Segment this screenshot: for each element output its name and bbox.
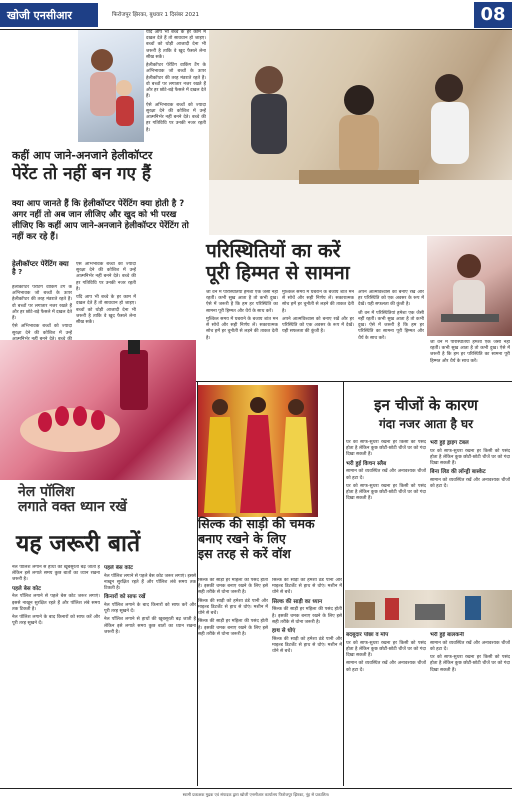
- article4-body2b: सिल्क की साड़ी को हमेशा ठंडे पानी और माइल्ड डिटर्जेंट से हाथ से धोएं। मशीन में धोने से बचें।: [272, 578, 342, 596]
- silk-saree-photo: [198, 385, 318, 517]
- section-title: खोजी एनसीआर: [0, 3, 98, 27]
- article1-body2: ऐसे अभिभावक बच्चों को ज्यादा सुरक्षा देने की कोशिश में उन्हें आत्मनिर्भर नहीं बनने देते। बच्चे की हर गतिविधि पर उनकी नजर रहती है।: [76, 262, 136, 292]
- article5-sub3: बदबूदार पोंछा व मॉप: [346, 632, 389, 638]
- article2-body1: जी वन में परिस्थितियां हमेशा एक जैसी नहीं रहतीं। कभी सुख आता है तो कभी दुख। ऐसे में जरूरी है कि हम हर परिस्थिति का सामना पूरी हिम्मत और धैर्य के साथ करें।: [206, 290, 278, 314]
- article5-col4: [430, 632, 510, 784]
- article3-sub1: पहले बेस कोट: [12, 585, 41, 592]
- article4-sub2: हाथ से धोएं: [272, 628, 296, 634]
- article1-headline: पेरेंट तो नहीं बन गए हैं: [12, 164, 151, 184]
- article4-body1: सिल्क की साड़ी हर महिला की पसंद होती है। इसकी चमक बनाए रखने के लिए इसे सही तरीके से धोना जरूरी है।: [198, 578, 268, 596]
- article5-body1d: घर को साफ-सुथरा रखना हर किसी को पसंद होता है लेकिन कुछ छोटी-छोटी चीजें घर को गंदा दिखा सकती हैं।: [346, 640, 426, 659]
- nail-polish-photo: [0, 340, 196, 480]
- article1-intro: क्या आप जानते हैं कि हेलीकॉप्टर पेरेंटिंग क्या होती है ? अगर नहीं तो अब जान लीजिए और खुद को भी परख लीजिए कि कहीं आप जाने-अनजाने हेलीकॉप्टर पेरेंटिंग तो नहीं कर रहे हैं।: [12, 199, 189, 242]
- article2-col1: [206, 290, 278, 375]
- article4-headline-line2: बनाए रखने के लिए: [198, 530, 286, 546]
- article2-body3b: अपने आत्मविश्वास को बनाए रखें और हर परिस्थिति को एक अवसर के रूप में देखें। यही सफलता की कुंजी है।: [358, 290, 424, 308]
- article3-body3: नेल पॉलिश लगाने के बाद किनारों को साफ करें और पूरी तरह सूखने दें।: [12, 615, 100, 627]
- date-line: फिरोजपुर झिरका, बुधवार 1 दिसंबर 2021: [112, 12, 199, 18]
- article3-col2: [104, 565, 196, 785]
- article4-body2c: सिल्क की साड़ी को हमेशा ठंडे पानी और माइल्ड डिटर्जेंट से हाथ से धोएं। मशीन में धोने से बचें।: [272, 636, 342, 655]
- article2-body2b: मुश्किल समय में घबराने के बजाय शांत मन से सोचें और सही निर्णय लें। सकारात्मक सोच हमें हर चुनौती से लड़ने की ताकत देती है।: [282, 290, 354, 314]
- article3-headline: [18, 485, 198, 516]
- article4-body2: सिल्क की साड़ी को हमेशा ठंडे पानी और माइल्ड डिटर्जेंट से हाथ से धोएं। मशीन में धोने से बचें।: [198, 598, 268, 617]
- footer-imprint: स्वामी प्रकाशक मुद्रक एवं संपादक द्वारा खोजी एनसीआर कार्यालय फिरोजपुर झिरका, नूंह से प्रकाशित।: [0, 788, 512, 800]
- article2-col4: [430, 340, 510, 380]
- article5-headline: [342, 395, 510, 432]
- article5-headline-line2: गंदा नजर आता है घर: [378, 417, 473, 431]
- article2-headline: [206, 240, 426, 285]
- office-team-photo: [209, 30, 512, 235]
- article5-sub4: बिना लिड की लॉन्ड्री बास्केट: [430, 469, 486, 476]
- article5-body1: घर को साफ-सुथरा रखना हर किसी को पसंद होता है लेकिन कुछ छोटी-छोटी चीजें घर को गंदा दिखा सकती हैं।: [346, 440, 426, 458]
- article1-col3: [146, 30, 206, 255]
- article2-body1c: जी वन में परिस्थितियां हमेशा एक जैसी नहीं रहतीं। कभी सुख आता है तो कभी दुख। ऐसे में जरूरी है कि हम हर परिस्थिति का सामना पूरी हिम्मत और धैर्य के साथ करें।: [430, 340, 510, 364]
- article5-body2c: सामान को व्यवस्थित रखें और अनावश्यक चीजों को हटा दें।: [346, 661, 426, 673]
- article4-body1c: सिल्क की साड़ी हर महिला की पसंद होती है। इसकी चमक बनाए रखने के लिए इसे सही तरीके से धोना जरूरी है।: [272, 607, 342, 625]
- column-divider-2: [343, 381, 344, 786]
- article3-headline-line1: नेल पॉलिश: [18, 484, 75, 500]
- article3-headline-line2: लगाते वक्त ध्यान रखें: [18, 499, 127, 516]
- article2-body3: अपने आत्मविश्वास को बनाए रखें और हर परिस्थिति को एक अवसर के रूप में देखें। यही सफलता की कुंजी है।: [282, 316, 354, 335]
- article2-headline-line2: पूरी हिम्मत से सामना: [206, 262, 350, 285]
- article4-col2: [272, 578, 342, 783]
- article3-sub2: किनारों को साफ रखें: [104, 594, 146, 601]
- article5-sub1: भरी हुई ड्राइंग टेबल: [430, 440, 469, 446]
- article3-sub1b: पहले बेस कोट: [104, 565, 133, 571]
- mother-child-photo: [78, 30, 144, 142]
- article5-sub5: भरी हुई बालकनी: [430, 632, 464, 638]
- article4-headline-line3: इस तरह से करें वॉश: [198, 545, 291, 561]
- article4-headline: [198, 517, 338, 561]
- article4-headline-line1: सिल्क की साड़ी की चमक: [198, 516, 315, 531]
- article2-body2: मुश्किल समय में घबराने के बजाय शांत मन से सोचें और सही निर्णय लें। सकारात्मक सोच हमें हर चुनौती से लड़ने की ताकत देती है।: [206, 316, 278, 341]
- article2-body1b: जी वन में परिस्थितियां हमेशा एक जैसी नहीं रहतीं। कभी सुख आता है तो कभी दुख। ऐसे में जरूरी है कि हम हर परिस्थिति का सामना पूरी हिम्मत और धैर्य के साथ करें।: [358, 310, 424, 341]
- article1-body1c: हेलीकॉप्टर पेरेंटिंग वाकिंग टैंग के अभिभावक जो बच्चों के ऊपर हेलीकॉप्टर की तरह मंडराते रहते हैं। वो बच्चों पर लगातार नजर रखते हैं और हर छोटे-बड़े फैसले में दखल देते हैं।: [146, 63, 206, 100]
- article5-body2b: सामान को व्यवस्थित रखें और अनावश्यक चीजों को हटा दें।: [430, 477, 510, 490]
- article5-sub2: भरी हुई किचन स्लैब: [346, 460, 387, 467]
- article4-body1b: सिल्क की साड़ी हर महिला की पसंद होती है। इसकी चमक बनाए रखने के लिए इसे सही तरीके से धोना जरूरी है।: [198, 619, 268, 637]
- article4-sub1: सिल्क की साड़ी का ध्यान: [272, 598, 323, 605]
- article1-body2c: ऐसे अभिभावक बच्चों को ज्यादा सुरक्षा देने की कोशिश में उन्हें आत्मनिर्भर नहीं बनने देते। बच्चे की हर गतिविधि पर उनकी नजर रहती है।: [146, 102, 206, 133]
- article1-body3: यदि आप भी बच्चे के हर काम में दखल देते हैं तो सावधान हो जाइए। बच्चों को थोड़ी आजादी देना भी जरूरी है ताकि वे खुद फैसले लेना सीख सकें।: [76, 295, 136, 326]
- masthead: [0, 0, 512, 30]
- laptop-woman-photo: [427, 236, 512, 336]
- article2-col3: [358, 290, 424, 375]
- article3-body2: नेल पॉलिश लगाने से पहले बेस कोट जरूर लगाएं। इससे नाखून सुरक्षित रहते हैं और पॉलिश लंबे समय तक टिकती है।: [12, 594, 100, 612]
- article5-headline-line1: इन चीजों के कारण: [374, 396, 478, 414]
- article1-body1: हेलीकॉप्टर पेरेंटिंग वाकिंग टैंग के अभिभावक जो बच्चों के ऊपर हेलीकॉप्टर की तरह मंडराते रहते हैं। वो बच्चों पर लगातार नजर रखते हैं और हर छोटे-बड़े फैसले में दखल देते हैं।: [12, 285, 72, 322]
- article5-body1e: घर को साफ-सुथरा रखना हर किसी को पसंद होता है लेकिन कुछ छोटी-छोटी चीजें घर को गंदा दिखा सकती हैं।: [430, 655, 510, 673]
- article3-headline-line3: यह जरूरी बातें: [16, 531, 141, 557]
- kitchen-photo: [345, 590, 512, 628]
- article2-headline-line1: परिस्थितियों का करें: [206, 240, 341, 262]
- article2-col2: [282, 290, 354, 375]
- article1-kicker: कहीं आप जाने-अनजाने हेलीकॉप्टर: [12, 149, 153, 162]
- article5-col2: [430, 440, 510, 588]
- article5-body1b: घर को साफ-सुथरा रखना हर किसी को पसंद होता है लेकिन कुछ छोटी-छोटी चीजें घर को गंदा दिखा सकती हैं।: [346, 483, 426, 502]
- article1-subhead: हेलीकॉप्टर पेरेंटिंग क्या है ?: [12, 260, 69, 277]
- article3-body1b: नेल पॉलिश लगाने से हाथों की खूबसूरती बढ़ जाती है लेकिन इसे लगाते समय कुछ बातों का ध्यान रखना जरूरी है।: [104, 617, 196, 635]
- article5-body2d: सामान को व्यवस्थित रखें और अनावश्यक चीजों को हटा दें।: [430, 640, 510, 652]
- article4-col1: [198, 578, 268, 783]
- article5-col1: [346, 440, 426, 588]
- article3-body3b: नेल पॉलिश लगाने के बाद किनारों को साफ करें और पूरी तरह सूखने दें।: [104, 602, 196, 615]
- article5-body1c: घर को साफ-सुथरा रखना हर किसी को पसंद होता है लेकिन कुछ छोटी-छोटी चीजें घर को गंदा दिखा सकती हैं।: [430, 448, 510, 467]
- article5-body2: सामान को व्यवस्थित रखें और अनावश्यक चीजों को हटा दें।: [346, 469, 426, 481]
- page-number: 08: [474, 2, 512, 28]
- article3-col1: [12, 565, 100, 785]
- article1-body3b: यदि आप भी बच्चे के हर काम में दखल देते हैं तो सावधान हो जाइए। बच्चों को थोड़ी आजादी देना भी जरूरी है ताकि वे खुद फैसले लेना सीख सकें।: [146, 30, 206, 60]
- article5-col3: [346, 632, 426, 784]
- article3-body2b: नेल पॉलिश लगाने से पहले बेस कोट जरूर लगाएं। इससे नाखून सुरक्षित रहते हैं और पॉलिश लंबे समय तक टिकती है।: [104, 573, 196, 592]
- article1-body1b: ऐसे अभिभावक बच्चों को ज्यादा सुरक्षा देने की कोशिश में उन्हें: [12, 324, 72, 336]
- article3-body1: नेल पॉलिश लगाने से हाथों की खूबसूरती बढ़ जाती है लेकिन इसे लगाते समय कुछ बातों का ध्यान रखना जरूरी है।: [12, 565, 100, 583]
